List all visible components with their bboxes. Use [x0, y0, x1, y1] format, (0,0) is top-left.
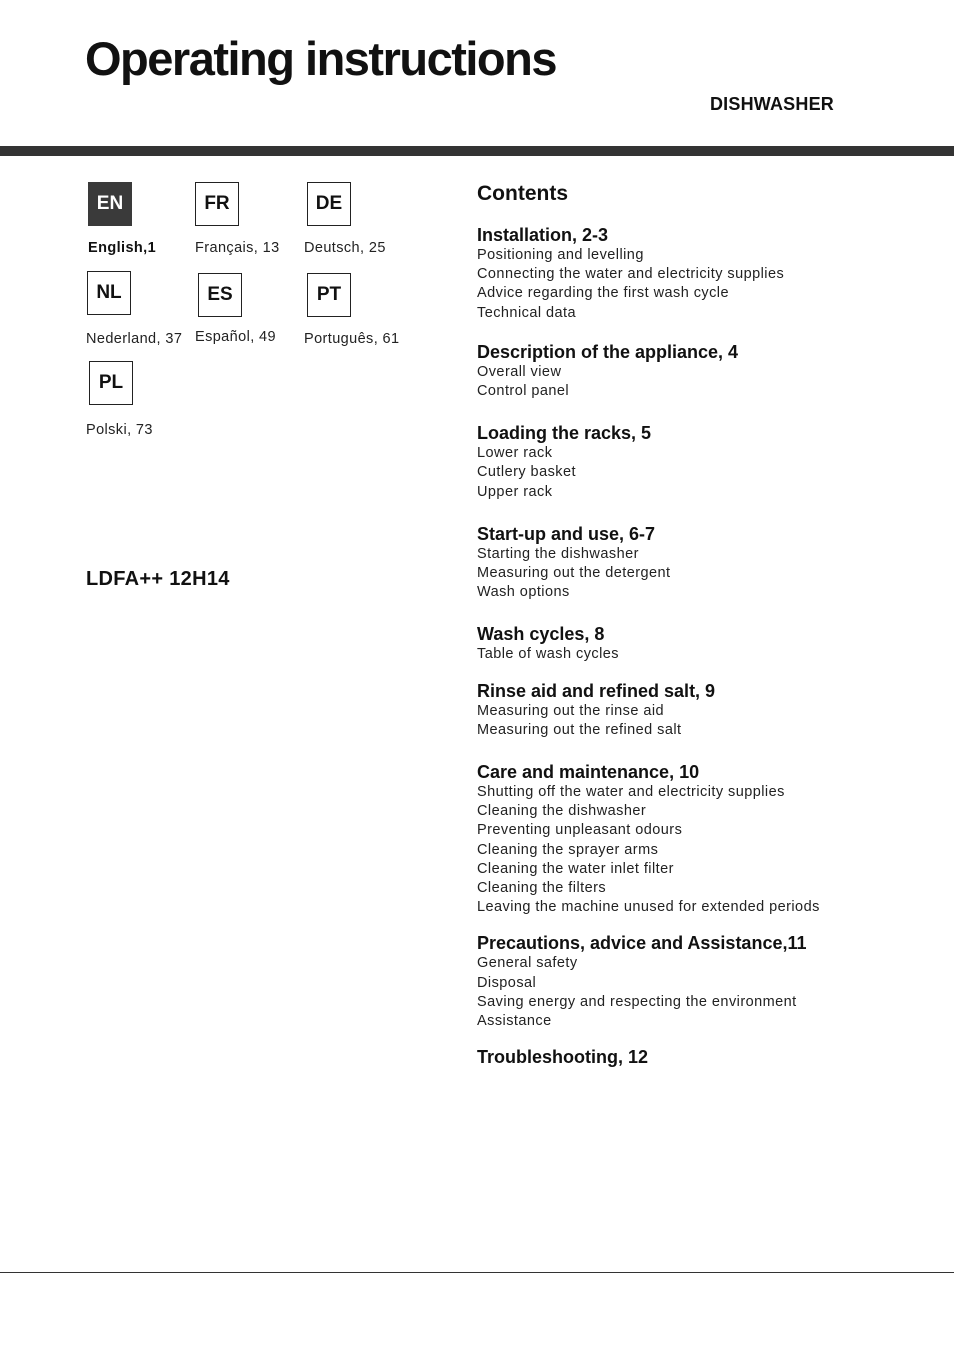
- toc-heading[interactable]: Rinse aid and refined salt, 9: [477, 680, 716, 701]
- toc-heading[interactable]: Start-up and use, 6-7: [477, 523, 656, 544]
- toc-item[interactable]: Cleaning the water inlet filter: [477, 860, 674, 877]
- toc-item[interactable]: Preventing unpleasant odours: [477, 822, 683, 839]
- toc-heading[interactable]: Precautions, advice and Assistance,11: [477, 933, 807, 954]
- toc-item[interactable]: Measuring out the refined salt: [477, 721, 682, 738]
- lang-label-pt[interactable]: Português, 61: [304, 331, 400, 347]
- toc-item[interactable]: Measuring out the detergent: [477, 565, 671, 582]
- toc-section-care: [477, 761, 917, 917]
- toc-heading[interactable]: Description of the appliance, 4: [477, 341, 739, 362]
- toc-item[interactable]: Lower rack: [477, 445, 553, 462]
- model-number: LDFA++ 12H14: [86, 568, 230, 590]
- toc-section-loading: [477, 422, 917, 502]
- lang-code-es[interactable]: ES: [198, 273, 242, 317]
- toc-item[interactable]: Saving energy and respecting the environment: [477, 993, 797, 1010]
- toc-item[interactable]: Starting the dishwasher: [477, 545, 639, 562]
- toc-item[interactable]: Table of wash cycles: [477, 646, 619, 663]
- toc-heading[interactable]: Loading the racks, 5: [477, 423, 652, 444]
- product-category: DISHWASHER: [709, 94, 834, 114]
- toc-item[interactable]: Connecting the water and electricity supplies: [477, 266, 785, 283]
- toc-section-troubleshooting: [477, 1046, 917, 1068]
- lang-label-nl[interactable]: Nederland, 37: [86, 331, 183, 347]
- toc-item[interactable]: Shutting off the water and electricity supplies: [477, 784, 785, 801]
- lang-code-pl[interactable]: PL: [89, 361, 133, 405]
- toc-item[interactable]: Upper rack: [477, 483, 553, 500]
- toc-section-rinse-aid: [477, 680, 917, 740]
- toc-item[interactable]: Disposal: [477, 974, 537, 991]
- toc-item[interactable]: Cutlery basket: [477, 464, 576, 481]
- toc-item[interactable]: Wash options: [477, 584, 570, 601]
- toc-item[interactable]: Cleaning the filters: [477, 880, 607, 897]
- lang-label-en[interactable]: English,1: [88, 240, 157, 256]
- toc-item[interactable]: General safety: [477, 955, 578, 972]
- toc-section-description: [477, 341, 917, 401]
- toc-item[interactable]: Overall view: [477, 363, 562, 380]
- lang-code-fr[interactable]: FR: [195, 182, 239, 226]
- lang-code-nl[interactable]: NL: [87, 271, 131, 315]
- header-divider: [0, 146, 954, 156]
- lang-label-de[interactable]: Deutsch, 25: [304, 240, 386, 256]
- toc-item[interactable]: Advice regarding the first wash cycle: [477, 285, 729, 302]
- toc-heading[interactable]: Troubleshooting, 12: [477, 1047, 649, 1068]
- lang-code-pt[interactable]: PT: [307, 273, 351, 317]
- footer-divider: [0, 1272, 954, 1273]
- table-of-contents: [477, 224, 917, 1068]
- toc-item[interactable]: Cleaning the sprayer arms: [477, 841, 659, 858]
- lang-label-pl[interactable]: Polski, 73: [86, 422, 153, 438]
- lang-code-de[interactable]: DE: [307, 182, 351, 226]
- lang-label-fr[interactable]: Français, 13: [195, 240, 280, 256]
- toc-item[interactable]: Technical data: [477, 304, 576, 321]
- toc-heading[interactable]: Installation, 2-3: [477, 225, 609, 245]
- contents-title: Contents: [477, 182, 568, 205]
- toc-heading[interactable]: Care and maintenance, 10: [477, 762, 700, 783]
- toc-item[interactable]: Cleaning the dishwasher: [477, 803, 647, 820]
- toc-item[interactable]: Measuring out the rinse aid: [477, 702, 665, 719]
- toc-item[interactable]: Leaving the machine unused for extended periods: [477, 899, 820, 916]
- toc-section-precautions: [477, 932, 917, 1031]
- toc-heading[interactable]: Wash cycles, 8: [477, 624, 605, 645]
- toc-item[interactable]: Positioning and levelling: [477, 247, 644, 263]
- toc-section-wash-cycles: [477, 623, 917, 664]
- toc-section-startup: [477, 523, 917, 603]
- page-title: Operating instructions: [85, 32, 556, 85]
- toc-item[interactable]: Control panel: [477, 383, 570, 400]
- lang-label-es[interactable]: Español, 49: [195, 329, 276, 345]
- lang-code-en[interactable]: EN: [88, 182, 132, 226]
- toc-section-installation: [477, 224, 917, 323]
- toc-item[interactable]: Assistance: [477, 1013, 552, 1030]
